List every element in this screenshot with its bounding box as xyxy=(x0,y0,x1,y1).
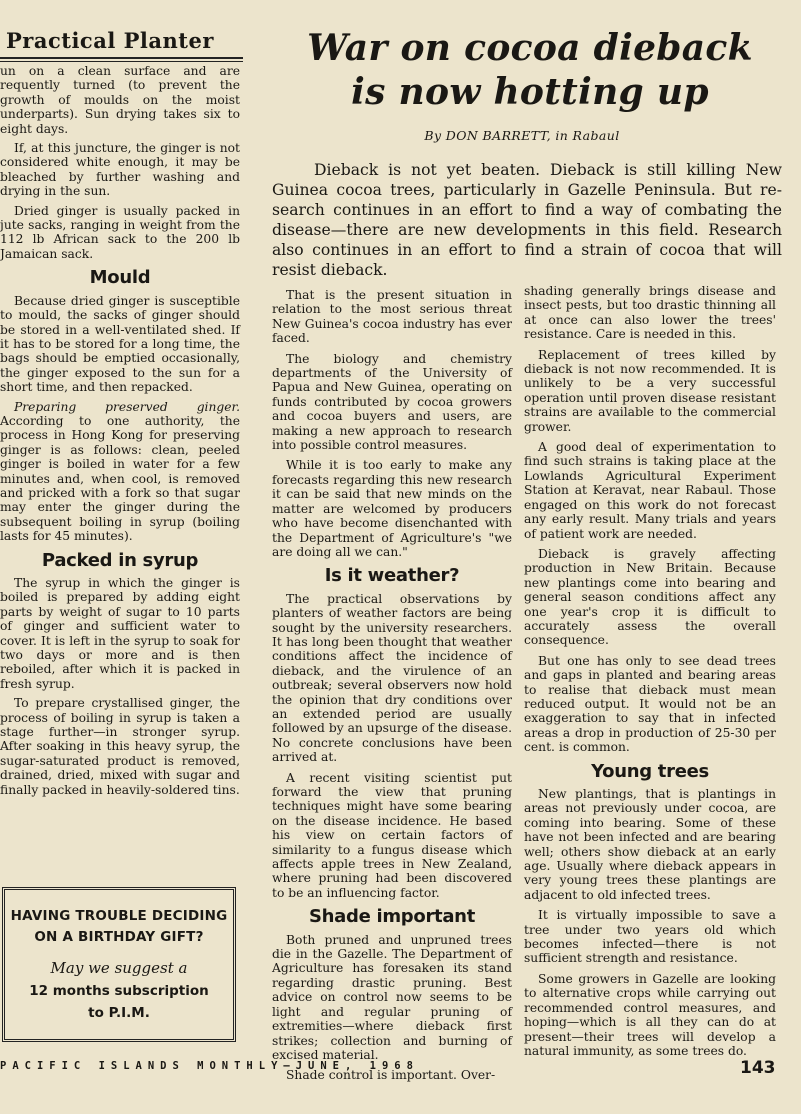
paragraph: To prepare crystallised ginger, the process of boiling in syrup is taken a stage further—in stronger syrup. After soaking in this heavy syrup, the sugar-saturated product is removed, drained, dried, mixed with sugar and finally packed in heavily-soldered tins. xyxy=(0,696,240,797)
paragraph: That is the present situation in relation to the most serious threat New Guinea's cocoa industry has ever faced. xyxy=(272,288,512,346)
subheading-mould: Mould xyxy=(89,267,151,289)
paragraph: un on a clean surface and are requently turned (to prevent the growth of moulds on the moist underparts). Sun drying takes six to eight days. xyxy=(0,64,240,136)
paragraph: A good deal of experimentation to find such strains is taking place at the Lowlands Agricultural Experiment Station at Keravat, near Rabaul. Those engaged on this work do not forecast any early result. Many trials and years of patient work are needed. xyxy=(524,440,776,541)
subheading-is-it-weather: Is it weather? xyxy=(324,565,460,587)
promo-line: to P.I.M. xyxy=(88,1005,150,1021)
paragraph: The practical observations by planters of weather factors are being sought by the university researchers. It has long been thought that weather conditions affect the incidence of dieback, and the virulence of an outbreak; several observers now hold the opinion that dry conditions over an extended period are usually followed by an upsurge of the disease. No concrete conclusions have been arrived at. xyxy=(272,591,512,765)
subheading-packed-in-syrup: Packed in syrup xyxy=(41,549,199,571)
left-column-text xyxy=(0,64,240,802)
byline: By DON BARRETT, in Rabaul xyxy=(424,128,620,143)
paragraph: Some growers in Gazelle are looking to alternative crops while carrying out recommended control measures, and hoping—which is all they can do at present—their trees will develop a natural immunity, as some trees do. xyxy=(524,971,776,1058)
promo-line: May we suggest a xyxy=(50,959,188,977)
lead-in: Preparing preserved ginger. xyxy=(14,399,240,414)
paragraph: If, at this juncture, the ginger is not considered white enough, it may be bleached by further washing and drying in the sun. xyxy=(0,141,240,199)
paragraph: The syrup in which the ginger is boiled is prepared by adding eight parts by weight of sugar to 10 parts of ginger and sufficient water to cover. It is left in the syrup to soak for two days or more and is then reboiled, after which it is packed in fresh syrup. xyxy=(0,576,240,691)
footer-magazine-line: PACIFIC ISLANDS MONTHLY—JUNE, 1968 xyxy=(0,1060,419,1072)
article-deck: Dieback is not yet beaten. Dieback is still killing New Guinea cocoa trees, particularly in Gazelle Peninsula. But re-search continues in an effort to find a way of combating the disease—there are new developments in this field. Research also continues in an effort to find a strain of cocoa that will resist dieback. xyxy=(272,161,782,279)
right-column xyxy=(524,284,776,1064)
headline-line: is now hotting up xyxy=(351,71,709,113)
section-rule xyxy=(0,57,243,59)
paragraph: It is virtually impossible to save a tree under two years old which becomes infected—there is not sufficient strength and resistance. xyxy=(524,908,776,966)
section-rule-thin xyxy=(0,61,243,62)
paragraph: shading generally brings disease and insect pests, but too drastic thinning all at once can also lower the trees' resistance. Care is needed in this. xyxy=(524,284,776,342)
paragraph xyxy=(0,400,240,544)
promo-line: HAVING TROUBLE DECIDING xyxy=(10,908,228,924)
promo-line: 12 months subscription xyxy=(29,983,209,999)
subscription-promo-box xyxy=(2,887,236,1042)
paragraph: Dieback is gravely affecting production in New Britain. Because new plantings come into bearing and general season conditions affect any one year's crop it is difficult to accurately assess the overall consequence. xyxy=(524,546,776,648)
lead-rest: According to one authority, the process in Hong Kong for preserving ginger is as follows: clean, peeled ginger is boiled in water for a few minutes and, when cool, is removed and pricked with a fork so that sugar may enter the ginger during the subsequent boiling in syrup (boiling lasts for 45 minutes). xyxy=(0,413,240,544)
paragraph: New plantings, that is plantings in areas not previously under cocoa, are coming into bearing. Some of these have not been infected and are bearing well; others show dieback at an early age. Usually where dieback appears in very young trees these plantings are adjacent to old infected trees. xyxy=(524,787,776,902)
paragraph: Dried ginger is usually packed in jute sacks, ranging in weight from the 112 lb African sack to the 200 lb Jamaican sack. xyxy=(0,203,240,261)
page-number: 143 xyxy=(740,1058,776,1078)
paragraph: Both pruned and unpruned trees die in the Gazelle. The Department of Agriculture has foresaken its stand regarding drastic pruning. Best advice on control now seems to be light and regular pruning of extremities—where dieback first strikes; collection and burning of excised material. xyxy=(272,932,512,1062)
paragraph: The biology and chemistry departments of the University of Papua and New Guinea, operating on funds contributed by cocoa growers and cocoa buyers and users, are making a new approach to research into possible control measures. xyxy=(272,351,512,453)
subheading-young-trees: Young trees xyxy=(591,760,709,782)
left-column xyxy=(0,28,243,62)
paragraph: A recent visiting scientist put forward the view that pruning techniques might have some bearing on the disease incidence. He based his view on certain factors of similarity to a fungus disease which affects apple trees in New Zealand, where pruning had been discovered to be an influencing factor. xyxy=(272,770,512,900)
paragraph: Shade control is important. Over- xyxy=(286,1068,496,1083)
section-label: Practical Planter xyxy=(6,28,214,53)
middle-column xyxy=(272,288,512,1089)
promo-line: ON A BIRTHDAY GIFT? xyxy=(34,929,204,945)
article-headline xyxy=(262,26,798,114)
headline-line: War on cocoa dieback xyxy=(307,27,753,69)
paragraph: But one has only to see dead trees and gaps in planted and bearing areas to realise that dieback must mean reduced output. It would not be an exaggeration to say that in infected areas a drop in production of 25-30 per cent. is common. xyxy=(524,653,776,755)
subheading-shade-important: Shade important xyxy=(308,906,475,928)
paragraph: Because dried ginger is susceptible to mould, the sacks of ginger should be stored in a well-ventilated shed. If it has to be stored for a long time, the bags should be emptied occasionally, the ginger exposed to the sun for a short time, and then repacked. xyxy=(0,293,240,395)
paragraph: While it is too early to make any forecasts regarding this new research it can be said that new minds on the matter are welcomed by producers who have become disenchanted with the Department of Agriculture's "we are doing all we can." xyxy=(272,458,512,559)
paragraph: Replacement of trees killed by dieback is not now recommended. It is unlikely to be a very successful operation until proven disease resistant strains are available to the commercial grower. xyxy=(524,347,776,434)
